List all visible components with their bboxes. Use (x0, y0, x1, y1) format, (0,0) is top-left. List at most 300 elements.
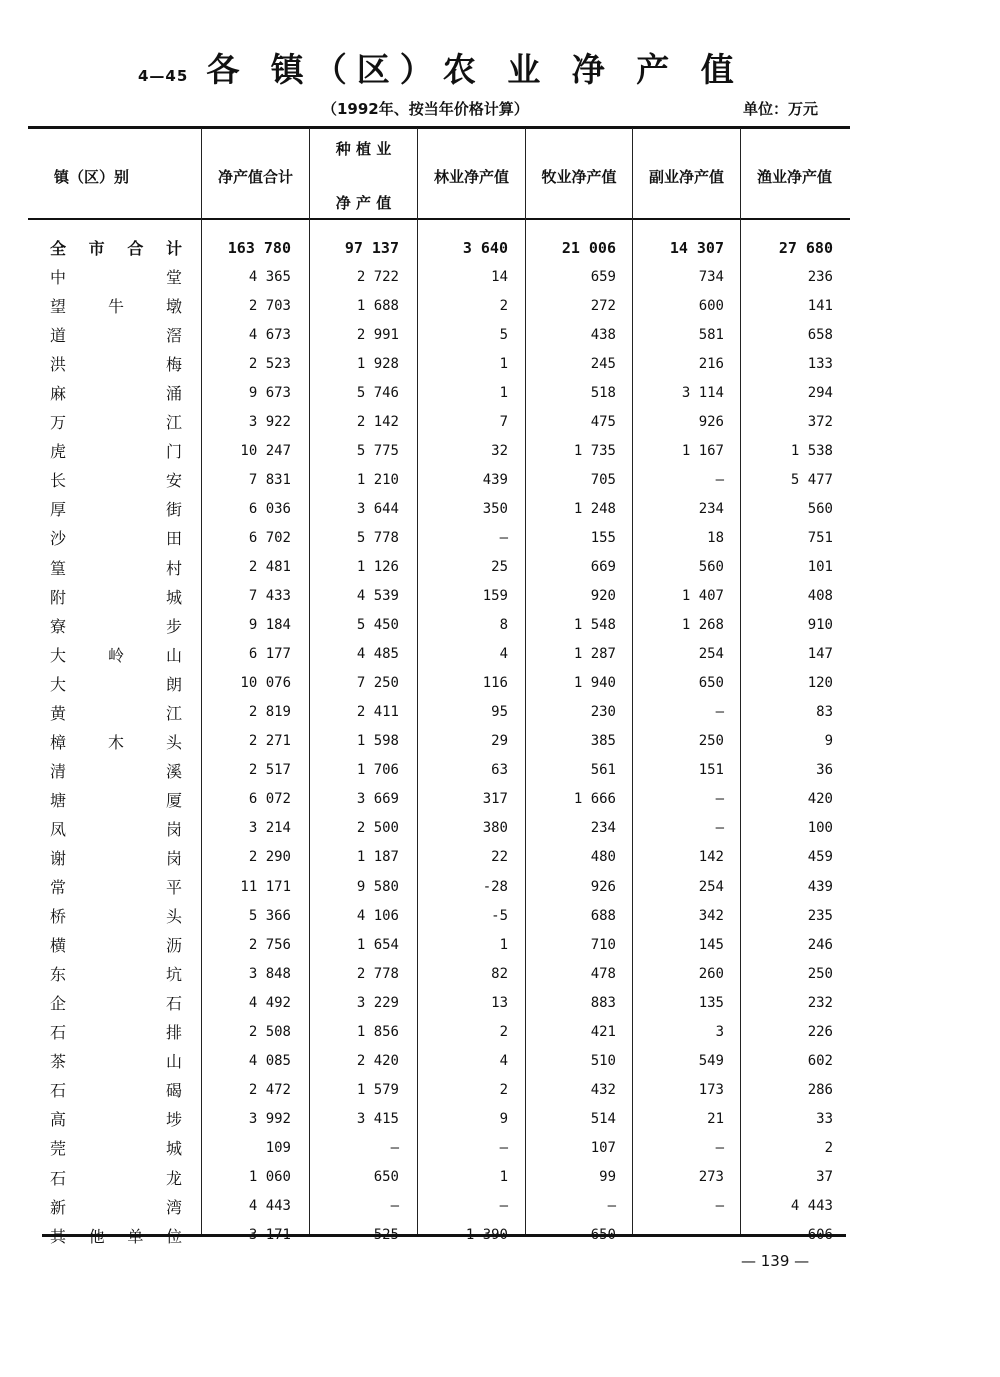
table-cell: 97 137 (344, 238, 399, 257)
header-region: 镇（区）别 (54, 168, 130, 186)
table-cell: 6 072 (248, 791, 291, 808)
table-cell: 606 (807, 1227, 833, 1244)
region-name-char: 单 (127, 1226, 144, 1246)
table-cell: 14 (491, 268, 508, 285)
table-cell: 272 (590, 297, 616, 314)
table-cell: 226 (807, 1023, 833, 1040)
table-cell: 159 (482, 588, 508, 605)
table-cell: 5 450 (356, 617, 399, 634)
table-cell: 3 214 (248, 820, 291, 837)
table-cell: 8 (499, 617, 508, 634)
table-cell: 926 (698, 413, 724, 430)
table-cell: 4 443 (248, 1198, 291, 1215)
table-row (28, 291, 850, 320)
table-cell: 1 (499, 1169, 508, 1185)
table-cell: 7 433 (248, 588, 291, 605)
table-cell: — (715, 791, 724, 808)
table-cell: -28 (482, 878, 508, 895)
table-cell: 1 (499, 936, 508, 953)
region-name-char: 茶 (50, 1052, 67, 1072)
table-cell: 883 (590, 994, 616, 1011)
region-name-char: 龙 (165, 1168, 182, 1188)
region-name-char: 黄 (50, 703, 67, 723)
table-cell: 1 (499, 355, 508, 372)
table-cell: 372 (807, 413, 833, 430)
region-name-char: 涌 (165, 384, 182, 404)
table-cell: 22 (491, 849, 508, 866)
table-cell: 1 598 (356, 733, 399, 750)
table-cell: 13 (491, 994, 508, 1011)
region-name-char: 凤 (50, 819, 67, 839)
table-cell: 2 703 (248, 297, 291, 314)
table-cell: 36 (816, 762, 833, 779)
region-name (50, 611, 182, 640)
region-name-char: 厦 (165, 790, 182, 810)
table-cell: 4 443 (790, 1198, 833, 1215)
region-name-char: 万 (50, 413, 67, 433)
table-cell: 254 (698, 646, 724, 663)
table-cell: 232 (807, 994, 833, 1011)
table-row (28, 785, 850, 814)
region-name-char: 谢 (50, 848, 67, 868)
table-cell: 2 481 (248, 559, 291, 576)
table-cell: — (607, 1198, 616, 1215)
table-cell: 478 (590, 965, 616, 982)
table-cell: 688 (590, 907, 616, 924)
region-name (50, 582, 182, 611)
table-cell: 254 (698, 878, 724, 895)
table-cell: 1 (499, 384, 508, 401)
table-cell: 133 (807, 355, 833, 372)
table-cell: 432 (590, 1081, 616, 1098)
table-cell: 235 (807, 907, 833, 924)
table-cell: — (715, 1139, 724, 1156)
region-name (50, 233, 182, 262)
region-name-char: 江 (165, 703, 182, 723)
table-cell: 5 778 (356, 529, 399, 546)
table-cell: 2 991 (356, 326, 399, 343)
table-cell: 2 756 (248, 936, 291, 953)
region-name-char: 田 (165, 529, 182, 549)
table-cell: 1 548 (573, 617, 616, 634)
table-cell: 1 248 (573, 500, 616, 517)
region-name-char: 沥 (165, 936, 182, 956)
table-cell: 2 819 (248, 704, 291, 721)
table-cell: 3 992 (248, 1110, 291, 1127)
table-cell: 342 (698, 907, 724, 924)
table-cell: 4 (499, 1052, 508, 1069)
table-cell: 2 290 (248, 849, 291, 866)
table-cell: 29 (491, 733, 508, 750)
table-row (28, 669, 850, 698)
header-rule (28, 218, 850, 220)
table-cell: 14 307 (669, 238, 724, 257)
region-name (50, 1192, 182, 1221)
table-cell: 3 229 (356, 994, 399, 1011)
table-cell: 1 579 (356, 1081, 399, 1098)
region-name-char: 常 (50, 878, 67, 898)
table-cell: 116 (482, 675, 508, 692)
table-cell: 236 (807, 268, 833, 285)
region-name (50, 930, 182, 959)
region-name-char: 墩 (165, 297, 182, 317)
table-cell: 120 (807, 675, 833, 692)
table-cell: 4 539 (356, 588, 399, 605)
table-cell: 926 (590, 878, 616, 895)
table-row (28, 1192, 850, 1221)
table-cell: 37 (816, 1169, 833, 1185)
table-cell: 1 735 (573, 442, 616, 459)
region-name-char: 沙 (50, 529, 67, 549)
table-row (28, 407, 850, 436)
region-name-char: 朗 (165, 674, 182, 694)
table-cell: 100 (807, 820, 833, 837)
table-cell: 659 (590, 268, 616, 285)
region-name-char: 长 (50, 471, 67, 491)
table-row (28, 959, 850, 988)
table-cell: 234 (698, 500, 724, 517)
table-cell: 3 669 (356, 791, 399, 808)
table-cell: 163 780 (227, 238, 291, 257)
region-name-char: 步 (165, 616, 182, 636)
region-name-char: 中 (50, 268, 67, 288)
table-cell: 286 (807, 1081, 833, 1098)
table-row (28, 930, 850, 959)
region-name-char: 其 (50, 1226, 67, 1246)
table-cell: 250 (698, 733, 724, 750)
table-cell: 4 673 (248, 326, 291, 343)
region-name-char: 全 (50, 239, 67, 258)
region-name-char: 山 (165, 1052, 182, 1072)
region-name-char: 洪 (50, 355, 67, 375)
region-name-char: 高 (50, 1110, 67, 1130)
table-cell: 2 420 (356, 1052, 399, 1069)
table-cell: 9 184 (248, 617, 291, 634)
region-name-char: 城 (165, 587, 182, 607)
table-cell: 142 (698, 849, 724, 866)
region-name-char: 樟 (50, 732, 67, 752)
table-row (28, 727, 850, 756)
table-cell: 1 060 (248, 1169, 291, 1185)
table-cell: 250 (807, 965, 833, 982)
table-cell: 155 (590, 529, 616, 546)
table-cell: 216 (698, 355, 724, 372)
table-cell: 658 (807, 326, 833, 343)
table-cell: — (715, 471, 724, 488)
region-name (50, 320, 182, 349)
region-name-char: 大 (50, 645, 67, 665)
table-cell: 1 167 (681, 442, 724, 459)
table-cell: 5 (499, 326, 508, 343)
region-name-char: 望 (50, 297, 67, 317)
table-row (28, 814, 850, 843)
header-sideline: 副业净产值 (648, 168, 724, 186)
region-name-char: 头 (165, 732, 182, 752)
table-cell: 2 (499, 1081, 508, 1098)
table-cell: 734 (698, 268, 724, 285)
table-cell: 1 407 (681, 588, 724, 605)
table-cell: 1 706 (356, 762, 399, 779)
header-crop-line2: 净 产 值 (335, 194, 392, 212)
table-cell: 518 (590, 384, 616, 401)
region-name-char: 桥 (50, 907, 67, 927)
table-cell: 3 640 (462, 238, 508, 257)
table-cell: 273 (698, 1169, 724, 1185)
table-row (28, 1133, 850, 1162)
table-cell: 350 (482, 500, 508, 517)
region-name-char: 大 (50, 674, 67, 694)
table-cell: 7 831 (248, 471, 291, 488)
table-row (28, 1017, 850, 1046)
table-row (28, 523, 850, 552)
region-name-char: 附 (50, 587, 67, 607)
table-row (28, 465, 850, 494)
table-cell: 420 (807, 791, 833, 808)
table-cell: — (715, 820, 724, 837)
unit-label: 单位：万元 (743, 100, 819, 118)
table-cell: 549 (698, 1052, 724, 1069)
table-cell: 1 187 (356, 849, 399, 866)
region-name-char: 塘 (50, 790, 67, 810)
table-cell: 514 (590, 1110, 616, 1127)
region-name-char: 石 (50, 1168, 67, 1188)
region-name (50, 262, 182, 291)
region-name-char: 岭 (107, 645, 124, 665)
table-row (28, 1104, 850, 1133)
region-name-char: 门 (165, 442, 182, 462)
table-cell: 3 114 (681, 384, 724, 401)
region-name-char: 滘 (165, 326, 182, 346)
table-cell: 33 (816, 1110, 833, 1127)
table-cell: 5 775 (356, 442, 399, 459)
region-name-char: 寮 (50, 616, 67, 636)
table-cell: 141 (807, 297, 833, 314)
table-cell: 1 268 (681, 617, 724, 634)
table-cell: 7 (499, 413, 508, 430)
region-name-char: 石 (50, 1023, 67, 1043)
table-number: 4—45 (138, 67, 189, 85)
table-cell: 2 411 (356, 704, 399, 721)
table-row (28, 349, 850, 378)
region-name-char: 虎 (50, 442, 67, 462)
region-name (50, 698, 182, 727)
top-rule (28, 126, 850, 129)
table-cell: — (499, 1198, 508, 1215)
region-name-char: 堂 (165, 268, 182, 288)
table-cell: 99 (599, 1169, 616, 1185)
region-name (50, 959, 182, 988)
region-name (50, 1104, 182, 1133)
region-name (50, 494, 182, 523)
table-row (28, 494, 850, 523)
table-cell: 385 (590, 733, 616, 750)
table-row (28, 756, 850, 785)
table-cell: 650 (373, 1169, 399, 1185)
table-cell: 4 (499, 646, 508, 663)
table-row (28, 611, 850, 640)
region-name-char: 东 (50, 965, 67, 985)
table-cell: 10 076 (240, 675, 291, 692)
table-cell: — (499, 1139, 508, 1156)
table-cell: 3 848 (248, 965, 291, 982)
table-cell: 1 688 (356, 297, 399, 314)
table-cell: 4 492 (248, 994, 291, 1011)
table-cell: 2 778 (356, 965, 399, 982)
region-name-char: 他 (88, 1226, 105, 1246)
header-crop-line1: 种 植 业 (335, 140, 392, 158)
table-cell: 1 666 (573, 791, 616, 808)
table-cell: 2 500 (356, 820, 399, 837)
table-row (28, 640, 850, 669)
region-name-char: 头 (165, 907, 182, 927)
table-cell: 135 (698, 994, 724, 1011)
table-cell: 145 (698, 936, 724, 953)
region-name-char: 石 (50, 1081, 67, 1101)
region-name-char: 市 (88, 239, 105, 258)
region-name (50, 669, 182, 698)
region-name (50, 407, 182, 436)
table-cell: 510 (590, 1052, 616, 1069)
table-cell: 910 (807, 617, 833, 634)
region-name (50, 378, 182, 407)
table-cell: 4 085 (248, 1052, 291, 1069)
header-livestock: 牧业净产值 (541, 168, 617, 186)
title-text: 各 镇（区）农 业 净 产 值 (206, 50, 744, 89)
table-cell: 581 (698, 326, 724, 343)
table-cell: 705 (590, 471, 616, 488)
table-cell: 920 (590, 588, 616, 605)
table-cell: 109 (265, 1139, 291, 1156)
table-cell: 83 (816, 704, 833, 721)
table-cell: 600 (698, 297, 724, 314)
table-cell: 438 (590, 326, 616, 343)
table-cell: 9 (824, 733, 833, 750)
region-name (50, 756, 182, 785)
table-cell: 151 (698, 762, 724, 779)
table-cell: -5 (491, 907, 508, 924)
table-row (28, 1221, 850, 1250)
region-name-char: 篁 (50, 558, 67, 578)
table-cell: 107 (590, 1139, 616, 1156)
table-cell: 1 210 (356, 471, 399, 488)
region-name-char: 木 (107, 732, 124, 752)
table-cell: 751 (807, 529, 833, 546)
region-name-char: 湾 (165, 1197, 182, 1217)
region-name-char: 横 (50, 936, 67, 956)
region-name-char: 安 (165, 471, 182, 491)
table-cell: 230 (590, 704, 616, 721)
table-cell: 1 940 (573, 675, 616, 692)
table-cell: 6 702 (248, 529, 291, 546)
table-cell: 1 287 (573, 646, 616, 663)
table-cell: 421 (590, 1023, 616, 1040)
table-cell: — (390, 1198, 399, 1215)
region-name-char: 新 (50, 1197, 67, 1217)
table-cell: 1 126 (356, 559, 399, 576)
table-cell: 9 673 (248, 384, 291, 401)
table-cell: 7 250 (356, 675, 399, 692)
table-cell: 480 (590, 849, 616, 866)
region-name (50, 988, 182, 1017)
region-name (50, 1221, 182, 1250)
table-cell: 3 (715, 1023, 724, 1040)
table-cell: 669 (590, 559, 616, 576)
table-cell: 317 (482, 791, 508, 808)
table-cell: 25 (491, 559, 508, 576)
region-name (50, 901, 182, 930)
table-cell: 18 (707, 529, 724, 546)
table-cell: 245 (590, 355, 616, 372)
table-cell: 2 722 (356, 268, 399, 285)
region-name-char: 岗 (165, 819, 182, 839)
table-cell: 459 (807, 849, 833, 866)
region-name-char: 合 (127, 239, 144, 258)
table-cell: 32 (491, 442, 508, 459)
table-cell: 4 365 (248, 268, 291, 285)
table-cell: 234 (590, 820, 616, 837)
table-row (28, 262, 850, 291)
table-cell: 82 (491, 965, 508, 982)
region-name (50, 1017, 182, 1046)
region-name (50, 465, 182, 494)
region-name-char: 莞 (50, 1139, 67, 1159)
table-cell: 2 517 (248, 762, 291, 779)
table-cell: 2 (824, 1139, 833, 1156)
region-name-char: 碣 (165, 1081, 182, 1101)
table-cell: 5 477 (790, 471, 833, 488)
region-name-char: 梅 (165, 355, 182, 375)
table-cell: 602 (807, 1052, 833, 1069)
table-cell: 5 746 (356, 384, 399, 401)
table-cell: 9 580 (356, 878, 399, 895)
region-name (50, 553, 182, 582)
region-name-char: 城 (165, 1139, 182, 1159)
region-name (50, 843, 182, 872)
table-cell: 3 415 (356, 1110, 399, 1127)
table-cell: 560 (698, 559, 724, 576)
table-row (28, 553, 850, 582)
table-row (28, 1163, 850, 1192)
table-cell: 246 (807, 936, 833, 953)
region-name (50, 785, 182, 814)
region-name (50, 291, 182, 320)
region-name-char: 街 (165, 500, 182, 520)
region-name-char: 麻 (50, 384, 67, 404)
table-cell: 2 271 (248, 733, 291, 750)
region-name (50, 814, 182, 843)
table-row (28, 1075, 850, 1104)
table-cell: 5 366 (248, 907, 291, 924)
region-name (50, 349, 182, 378)
table-cell: 439 (482, 471, 508, 488)
table-cell: 11 171 (240, 878, 291, 895)
region-name (50, 640, 182, 669)
region-name-char: 清 (50, 761, 67, 781)
region-name-char: 埗 (165, 1110, 182, 1130)
header-forestry: 林业净产值 (433, 168, 509, 186)
table-cell: — (390, 1139, 399, 1156)
region-name-char: 平 (165, 878, 182, 898)
table-cell: 21 006 (561, 238, 616, 257)
table-cell: 1 928 (356, 355, 399, 372)
table-cell: 10 247 (240, 442, 291, 459)
table-cell: 63 (491, 762, 508, 779)
region-name (50, 1133, 182, 1162)
table-cell: 147 (807, 646, 833, 663)
table-cell: 1 654 (356, 936, 399, 953)
region-name-char: 江 (165, 413, 182, 433)
table-cell: 2 472 (248, 1081, 291, 1098)
